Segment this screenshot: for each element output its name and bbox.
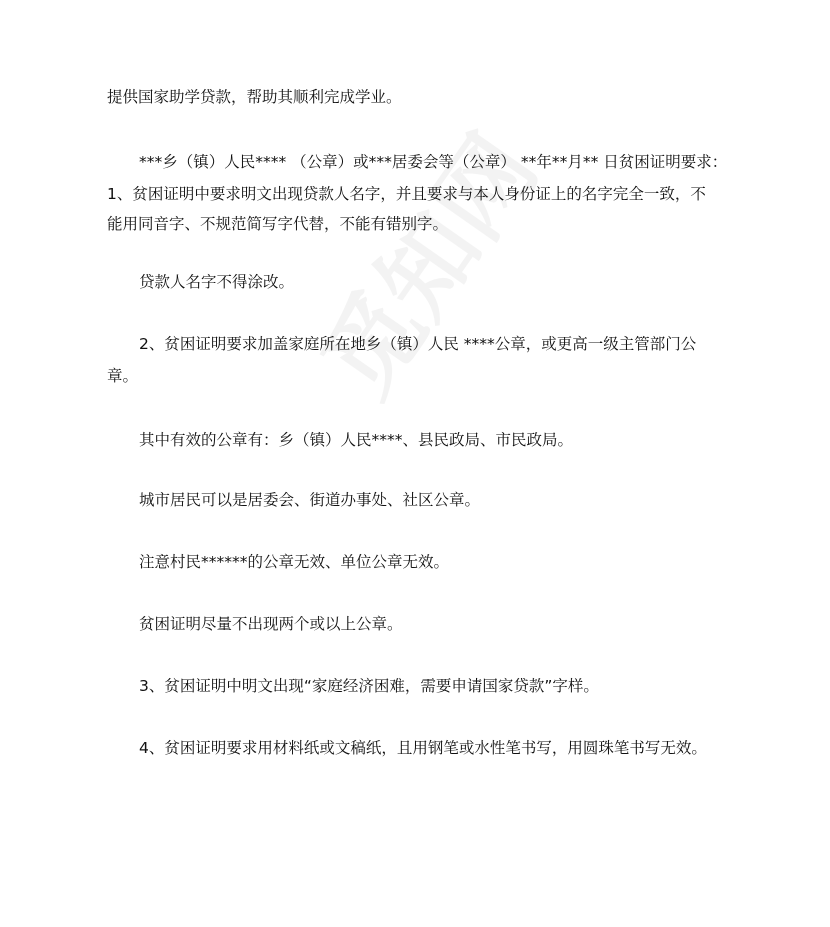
paragraph-line: 城市居民可以是居委会、街道办事处、社区公章。: [139, 491, 481, 509]
paragraph-line: 提供国家助学贷款，帮助其顺利完成学业。: [107, 88, 402, 106]
paragraph-line: 章。: [107, 367, 139, 385]
paragraph-line: ***乡（镇）人民**** （公章）或***居委会等（公章） **年**月** 日贫困证明要求：: [139, 153, 728, 171]
paragraph-line: 4、贫困证明要求用材料纸或文稿纸，且用钢笔或水性笔书写，用圆珠笔书写无效。: [139, 739, 707, 757]
paragraph-line: 贫困证明尽量不出现两个或以上公章。: [139, 615, 403, 633]
paragraph-line: 其中有效的公章有：乡（镇）人民****、县民政局、市民政局。: [139, 431, 574, 449]
paragraph-line: 能用同音字、不规范简写字代替，不能有错别字。: [107, 215, 449, 233]
paragraph-line: 2、贫困证明要求加盖家庭所在地乡（镇）人民 ****公章，或更高一级主管部门公: [139, 335, 697, 353]
paragraph-line: 注意村民******的公章无效、单位公章无效。: [139, 553, 450, 571]
paragraph-line: 1、贫困证明中要求明文出现贷款人名字，并且要求与本人身份证上的名字完全一致，不: [107, 185, 706, 203]
paragraph-line: 贷款人名字不得涂改。: [139, 273, 295, 291]
paragraph-line: 3、贫困证明中明文出现“家庭经济困难，需要申请国家贷款”字样。: [139, 677, 599, 695]
